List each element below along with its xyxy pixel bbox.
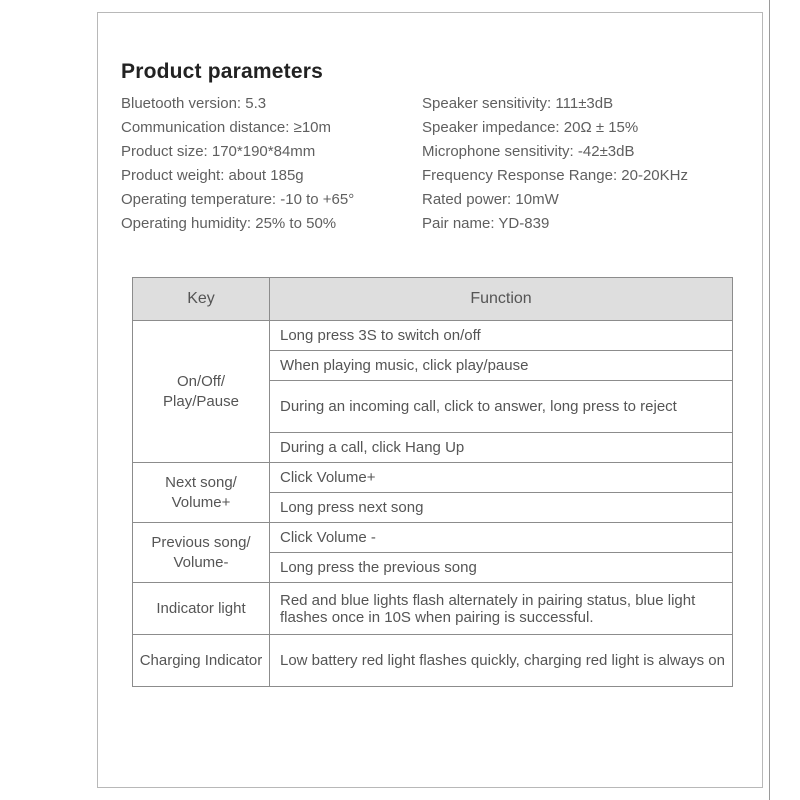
key-indicator-light: Indicator light bbox=[133, 583, 270, 635]
table-row bbox=[133, 523, 733, 553]
param-speaker-sensitivity: Speaker sensitivity: 111±3dB bbox=[422, 95, 614, 112]
function-cell: During a call, click Hang Up bbox=[270, 433, 733, 463]
param-frequency-response: Frequency Response Range: 20-20KHz bbox=[422, 167, 688, 184]
function-cell: Long press 3S to switch on/off bbox=[270, 321, 733, 351]
function-cell: Long press next song bbox=[270, 493, 733, 523]
param-bluetooth-version: Bluetooth version: 5.3 bbox=[121, 95, 267, 112]
header-key: Key bbox=[133, 278, 270, 321]
table-row bbox=[133, 583, 733, 635]
param-rated-power: Rated power: 10mW bbox=[422, 191, 559, 208]
param-communication-distance: Communication distance: ≥10m bbox=[121, 119, 331, 136]
param-microphone-sensitivity: Microphone sensitivity: -42±3dB bbox=[422, 143, 635, 160]
section-title: Product parameters bbox=[121, 60, 324, 83]
function-cell: During an incoming call, click to answer, long press to reject bbox=[270, 381, 733, 433]
key-charging-indicator: Charging Indicator bbox=[133, 635, 270, 687]
table-row bbox=[133, 463, 733, 493]
param-operating-humidity: Operating humidity: 25% to 50% bbox=[121, 215, 337, 232]
parameters-left-column bbox=[121, 94, 354, 238]
table-row bbox=[133, 635, 733, 687]
key-on-off-play-pause: On/Off/ Play/Pause bbox=[133, 321, 270, 463]
page-edge-divider bbox=[769, 0, 770, 800]
table-header-row bbox=[133, 278, 733, 321]
parameters-right-column bbox=[422, 94, 688, 238]
function-cell: Click Volume+ bbox=[270, 463, 733, 493]
key-next-song-volume-up: Next song/ Volume+ bbox=[133, 463, 270, 523]
param-pair-name: Pair name: YD-839 bbox=[422, 215, 550, 232]
function-cell: Long press the previous song bbox=[270, 553, 733, 583]
param-operating-temperature: Operating temperature: -10 to +65° bbox=[121, 191, 355, 208]
table-row bbox=[133, 321, 733, 351]
function-cell: Click Volume - bbox=[270, 523, 733, 553]
header-function: Function bbox=[270, 278, 733, 321]
param-speaker-impedance: Speaker impedance: 20Ω ± 15% bbox=[422, 119, 639, 136]
key-previous-song-volume-down: Previous song/ Volume- bbox=[133, 523, 270, 583]
param-product-size: Product size: 170*190*84mm bbox=[121, 143, 316, 160]
function-cell: Low battery red light flashes quickly, charging red light is always on bbox=[270, 635, 733, 687]
function-cell: Red and blue lights flash alternately in pairing status, blue light flashes once in 10S when pairing is successful. bbox=[270, 583, 733, 635]
key-function-table bbox=[132, 277, 733, 687]
function-cell: When playing music, click play/pause bbox=[270, 351, 733, 381]
param-product-weight: Product weight: about 185g bbox=[121, 167, 304, 184]
